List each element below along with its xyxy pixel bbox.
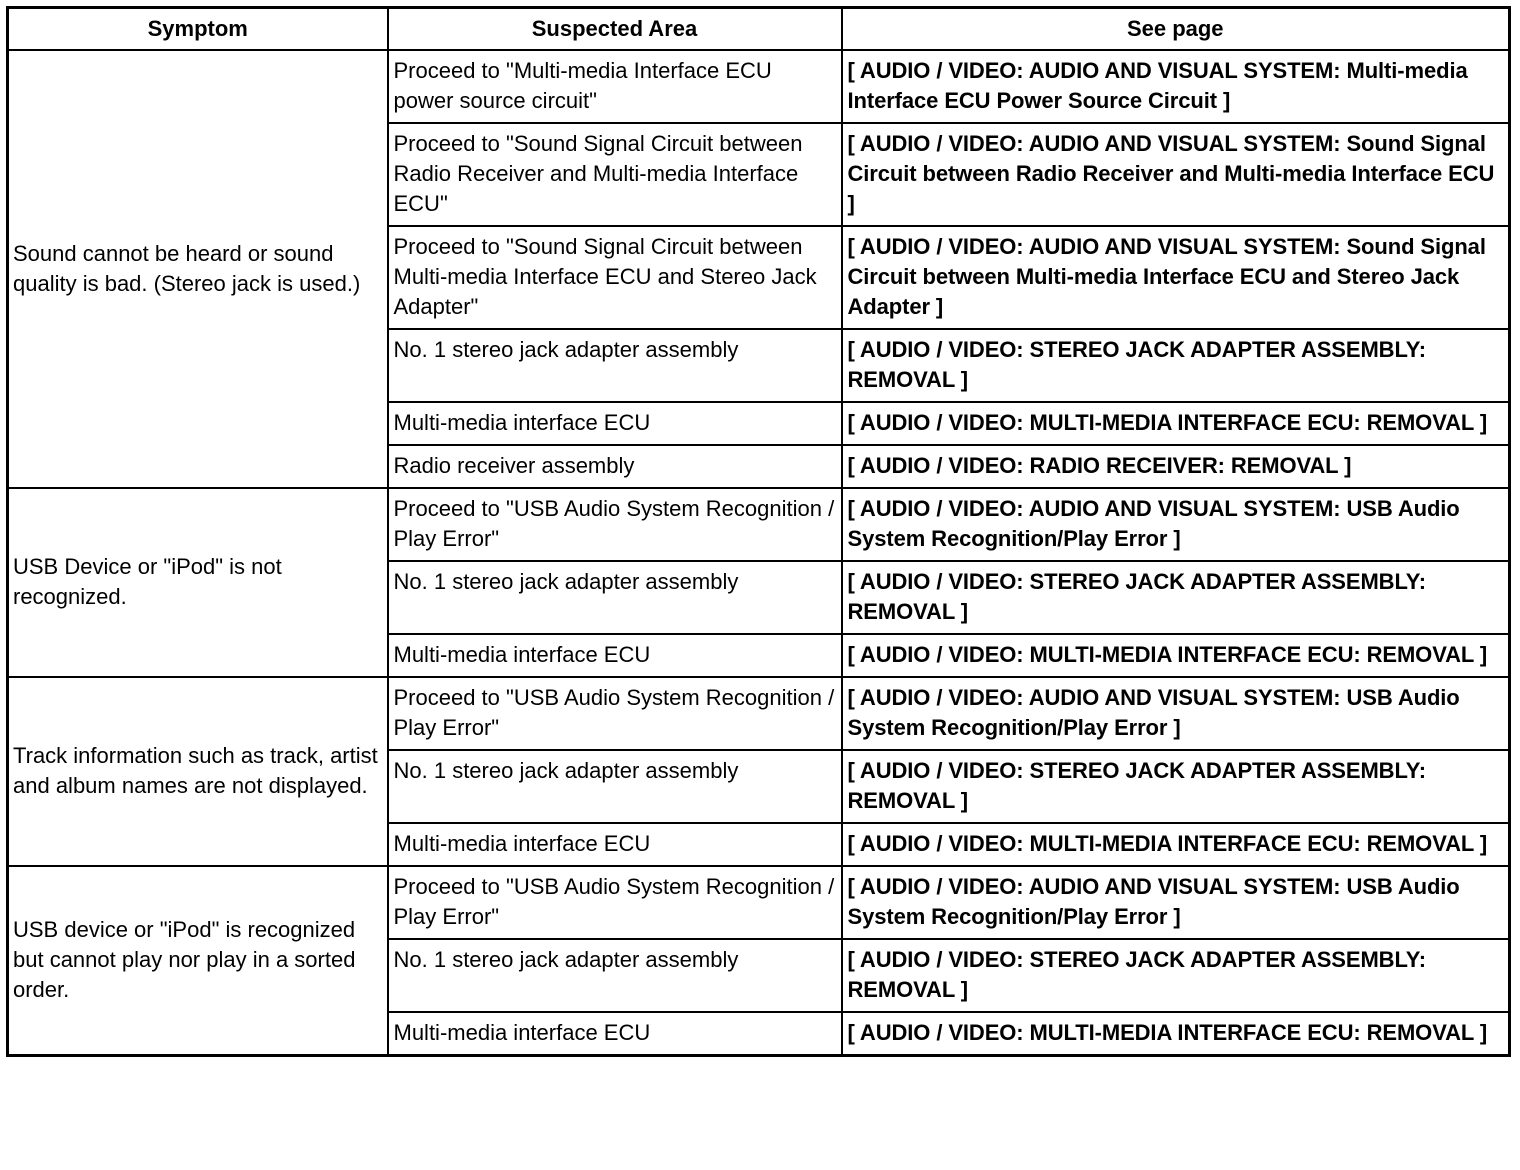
suspected-area-cell: Multi-media interface ECU <box>388 634 842 677</box>
table-row <box>8 677 1510 750</box>
see-page-link[interactable]: [ AUDIO / VIDEO: STEREO JACK ADAPTER ASSEMBLY: REMOVAL ] <box>842 329 1510 402</box>
header-symptom: Symptom <box>8 8 388 51</box>
suspected-area-cell: No. 1 stereo jack adapter assembly <box>388 750 842 823</box>
symptom-cell: Track information such as track, artist and album names are not displayed. <box>8 677 388 866</box>
see-page-link[interactable]: [ AUDIO / VIDEO: MULTI-MEDIA INTERFACE ECU: REMOVAL ] <box>842 634 1510 677</box>
suspected-area-cell: No. 1 stereo jack adapter assembly <box>388 329 842 402</box>
suspected-area-cell: Proceed to "Sound Signal Circuit between Multi-media Interface ECU and Stereo Jack Adapter" <box>388 226 842 329</box>
table-row <box>8 50 1510 123</box>
see-page-link[interactable]: [ AUDIO / VIDEO: AUDIO AND VISUAL SYSTEM: Sound Signal Circuit between Multi-media Interface ECU and Stereo Jack Adapter ] <box>842 226 1510 329</box>
suspected-area-cell: No. 1 stereo jack adapter assembly <box>388 939 842 1012</box>
see-page-link[interactable]: [ AUDIO / VIDEO: MULTI-MEDIA INTERFACE ECU: REMOVAL ] <box>842 1012 1510 1056</box>
see-page-link[interactable]: [ AUDIO / VIDEO: AUDIO AND VISUAL SYSTEM: USB Audio System Recognition/Play Error ] <box>842 866 1510 939</box>
header-suspected-area: Suspected Area <box>388 8 842 51</box>
see-page-link[interactable]: [ AUDIO / VIDEO: MULTI-MEDIA INTERFACE ECU: REMOVAL ] <box>842 402 1510 445</box>
header-row <box>8 8 1510 51</box>
suspected-area-cell: Multi-media interface ECU <box>388 402 842 445</box>
table-row <box>8 488 1510 561</box>
see-page-link[interactable]: [ AUDIO / VIDEO: STEREO JACK ADAPTER ASSEMBLY: REMOVAL ] <box>842 561 1510 634</box>
see-page-link[interactable]: [ AUDIO / VIDEO: AUDIO AND VISUAL SYSTEM: USB Audio System Recognition/Play Error ] <box>842 488 1510 561</box>
symptom-cell: USB device or "iPod" is recognized but cannot play nor play in a sorted order. <box>8 866 388 1056</box>
troubleshooting-table <box>6 6 1511 1057</box>
suspected-area-cell: Multi-media interface ECU <box>388 1012 842 1056</box>
suspected-area-cell: No. 1 stereo jack adapter assembly <box>388 561 842 634</box>
suspected-area-cell: Proceed to "Sound Signal Circuit between Radio Receiver and Multi-media Interface ECU" <box>388 123 842 226</box>
suspected-area-cell: Proceed to "USB Audio System Recognition / Play Error" <box>388 488 842 561</box>
see-page-link[interactable]: [ AUDIO / VIDEO: AUDIO AND VISUAL SYSTEM: Sound Signal Circuit between Radio Receiver and Multi-media Interface ECU ] <box>842 123 1510 226</box>
suspected-area-cell: Proceed to "USB Audio System Recognition / Play Error" <box>388 866 842 939</box>
suspected-area-cell: Multi-media interface ECU <box>388 823 842 866</box>
see-page-link[interactable]: [ AUDIO / VIDEO: MULTI-MEDIA INTERFACE ECU: REMOVAL ] <box>842 823 1510 866</box>
see-page-link[interactable]: [ AUDIO / VIDEO: RADIO RECEIVER: REMOVAL ] <box>842 445 1510 488</box>
table-row <box>8 866 1510 939</box>
suspected-area-cell: Radio receiver assembly <box>388 445 842 488</box>
suspected-area-cell: Proceed to "Multi-media Interface ECU power source circuit" <box>388 50 842 123</box>
symptom-cell: Sound cannot be heard or sound quality is bad. (Stereo jack is used.) <box>8 50 388 488</box>
see-page-link[interactable]: [ AUDIO / VIDEO: AUDIO AND VISUAL SYSTEM: Multi-media Interface ECU Power Source Circuit ] <box>842 50 1510 123</box>
symptom-cell: USB Device or "iPod" is not recognized. <box>8 488 388 677</box>
table-body <box>8 50 1510 1056</box>
see-page-link[interactable]: [ AUDIO / VIDEO: STEREO JACK ADAPTER ASSEMBLY: REMOVAL ] <box>842 939 1510 1012</box>
see-page-link[interactable]: [ AUDIO / VIDEO: STEREO JACK ADAPTER ASSEMBLY: REMOVAL ] <box>842 750 1510 823</box>
see-page-link[interactable]: [ AUDIO / VIDEO: AUDIO AND VISUAL SYSTEM: USB Audio System Recognition/Play Error ] <box>842 677 1510 750</box>
suspected-area-cell: Proceed to "USB Audio System Recognition / Play Error" <box>388 677 842 750</box>
header-see-page: See page <box>842 8 1510 51</box>
